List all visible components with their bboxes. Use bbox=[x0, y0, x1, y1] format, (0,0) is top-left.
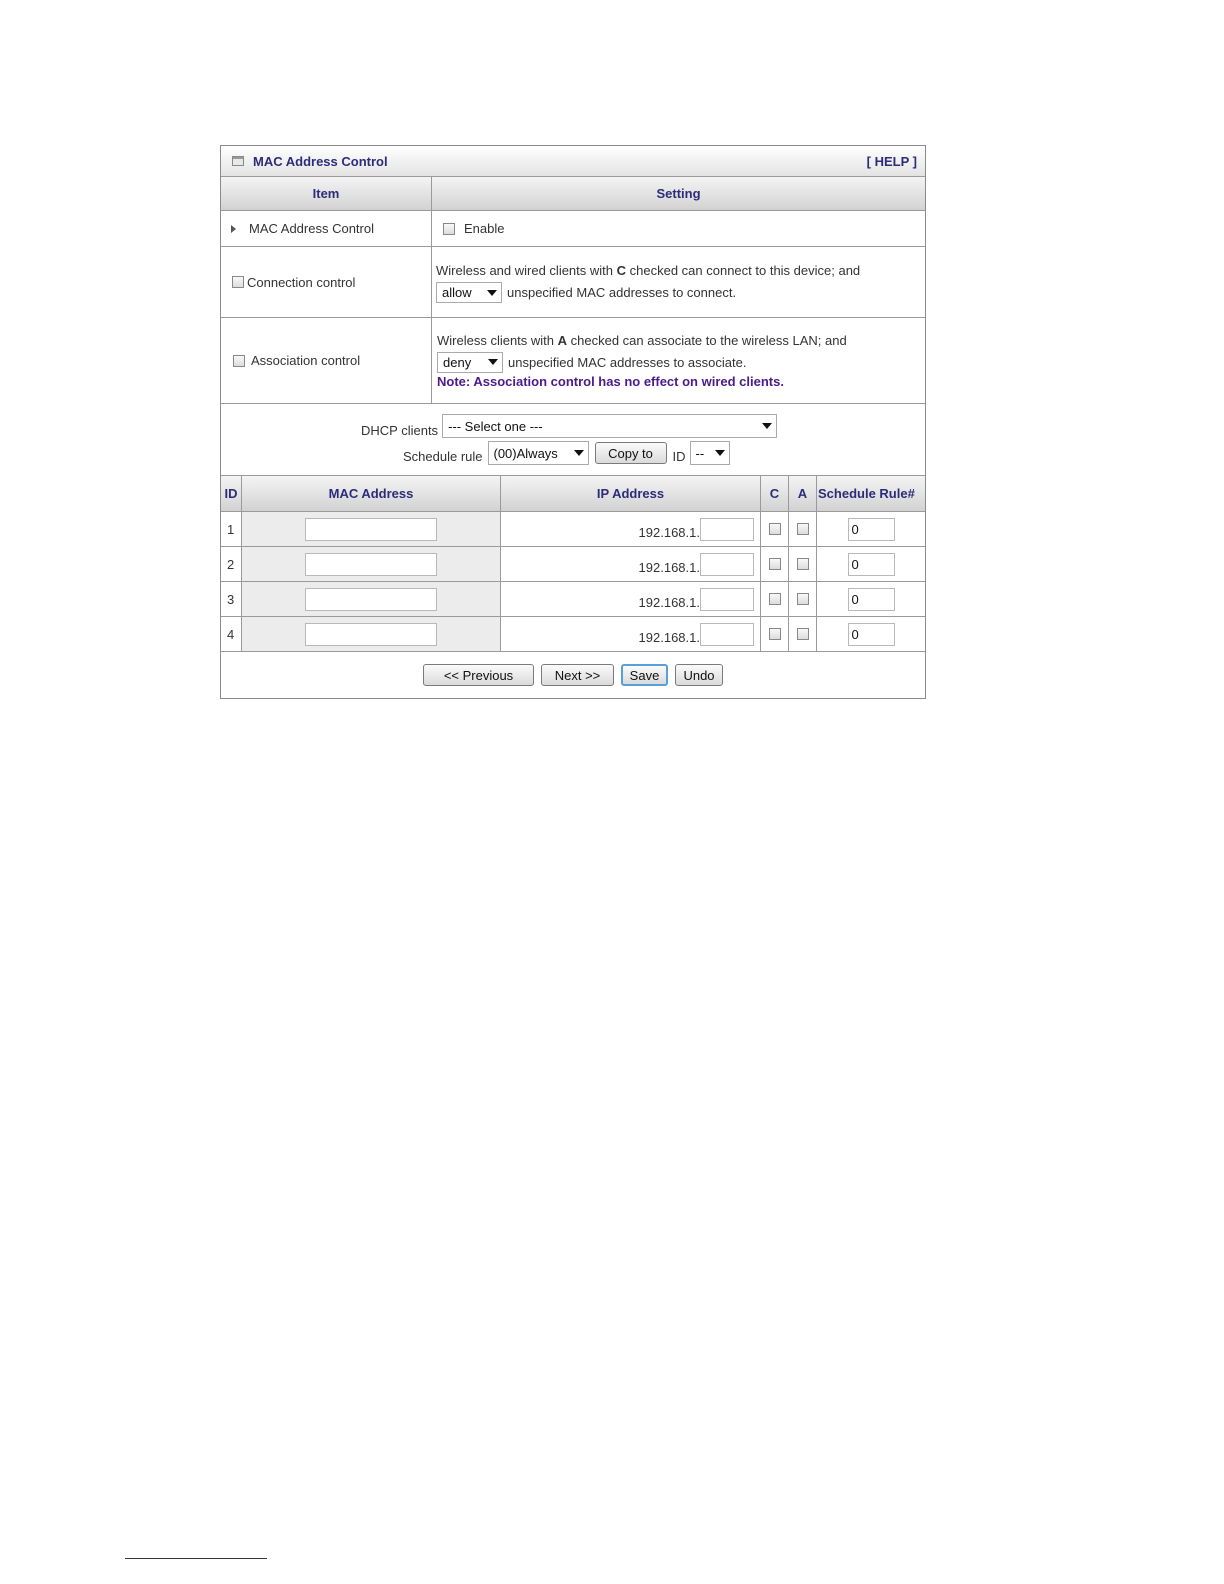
a-checkbox[interactable] bbox=[797, 558, 809, 570]
schedule-cell bbox=[817, 512, 925, 546]
chevron-down-icon bbox=[488, 359, 498, 365]
mac-address-input[interactable] bbox=[305, 553, 437, 576]
mac-control-item bbox=[221, 211, 432, 246]
c-column-header: C bbox=[761, 476, 789, 511]
association-control-setting bbox=[432, 318, 925, 403]
a-checkbox[interactable] bbox=[797, 628, 809, 640]
c-checkbox[interactable] bbox=[769, 628, 781, 640]
mac-column-header: MAC Address bbox=[242, 476, 501, 511]
id-label: ID bbox=[672, 448, 686, 464]
schedule-line bbox=[403, 441, 730, 465]
schedule-rule-input[interactable] bbox=[848, 553, 895, 576]
mac-address-control-panel bbox=[220, 145, 926, 699]
schedule-rule-input[interactable] bbox=[848, 588, 895, 611]
dhcp-clients-label: DHCP clients bbox=[361, 422, 439, 438]
a-checkbox[interactable] bbox=[797, 523, 809, 535]
chevron-down-icon bbox=[487, 290, 497, 296]
association-note: Note: Association control has no effect on wired clients. bbox=[437, 373, 784, 389]
connection-policy-line bbox=[436, 282, 919, 303]
settings-header-row bbox=[221, 177, 925, 211]
connection-control-setting bbox=[432, 247, 925, 317]
association-policy-select[interactable] bbox=[437, 352, 503, 373]
dhcp-clients-value: --- Select one --- bbox=[448, 418, 543, 434]
row-id: 2 bbox=[221, 547, 242, 581]
id-value: -- bbox=[695, 445, 705, 461]
connection-control-item bbox=[221, 247, 432, 317]
ip-prefix: 192.168.1. bbox=[638, 524, 700, 540]
mac-cell bbox=[242, 547, 501, 581]
a-checkbox[interactable] bbox=[797, 593, 809, 605]
panel-titlebar bbox=[221, 146, 925, 177]
ip-suffix-input[interactable] bbox=[700, 553, 754, 576]
schedule-column-header: Schedule Rule# bbox=[818, 486, 915, 501]
c-cell bbox=[761, 582, 789, 616]
association-text-pre: Wireless clients with bbox=[437, 332, 558, 348]
association-policy-value: deny bbox=[443, 354, 472, 370]
help-link[interactable]: [ HELP ] bbox=[866, 153, 917, 169]
association-control-row bbox=[221, 318, 925, 404]
c-cell bbox=[761, 547, 789, 581]
ip-suffix-input[interactable] bbox=[700, 588, 754, 611]
ip-suffix-input[interactable] bbox=[700, 518, 754, 541]
a-cell bbox=[789, 547, 817, 581]
ip-suffix-input[interactable] bbox=[700, 623, 754, 646]
schedule-rule-input[interactable] bbox=[848, 518, 895, 541]
mac-control-label: MAC Address Control bbox=[249, 221, 374, 236]
association-policy-text: unspecified MAC addresses to associate. bbox=[508, 354, 747, 370]
copy-to-button[interactable]: Copy to bbox=[595, 442, 667, 464]
schedule-cell bbox=[817, 547, 925, 581]
connection-control-row bbox=[221, 247, 925, 318]
association-control-label: Association control bbox=[251, 353, 361, 368]
connection-control-label: Connection control bbox=[247, 274, 356, 290]
panel-title bbox=[232, 154, 388, 169]
ip-column-header: IP Address bbox=[501, 476, 761, 511]
item-column-header: Item bbox=[221, 177, 432, 210]
mac-cell bbox=[242, 617, 501, 651]
mac-control-row bbox=[221, 211, 925, 247]
c-cell bbox=[761, 617, 789, 651]
c-checkbox[interactable] bbox=[769, 523, 781, 535]
panel-title-text: MAC Address Control bbox=[253, 153, 388, 169]
chevron-down-icon bbox=[574, 450, 584, 456]
connection-policy-text: unspecified MAC addresses to connect. bbox=[507, 285, 737, 300]
association-control-item bbox=[221, 318, 432, 403]
connection-text-pre: Wireless and wired clients with bbox=[436, 263, 617, 278]
id-select[interactable] bbox=[690, 441, 730, 465]
dhcp-clients-line bbox=[361, 414, 777, 438]
action-bar bbox=[221, 652, 925, 698]
ip-prefix: 192.168.1. bbox=[638, 559, 700, 575]
table-row bbox=[221, 582, 925, 617]
ip-cell bbox=[501, 617, 761, 651]
connection-policy-select[interactable] bbox=[436, 282, 502, 303]
c-checkbox[interactable] bbox=[769, 593, 781, 605]
mac-cell bbox=[242, 512, 501, 546]
ip-cell bbox=[501, 512, 761, 546]
dhcp-section bbox=[221, 404, 925, 476]
mac-control-setting bbox=[432, 211, 925, 246]
c-checkbox[interactable] bbox=[769, 558, 781, 570]
enable-checkbox[interactable] bbox=[443, 223, 455, 235]
mac-address-input[interactable] bbox=[305, 518, 437, 541]
schedule-rule-label: Schedule rule bbox=[403, 448, 483, 464]
connection-control-checkbox[interactable] bbox=[232, 276, 244, 288]
row-id: 1 bbox=[221, 512, 242, 546]
previous-button[interactable]: << Previous bbox=[423, 664, 534, 686]
association-flag: A bbox=[557, 332, 568, 348]
a-cell bbox=[789, 512, 817, 546]
footnote-divider bbox=[125, 1558, 267, 1559]
schedule-rule-select[interactable] bbox=[488, 441, 589, 465]
next-button[interactable]: Next >> bbox=[541, 664, 614, 686]
row-id: 4 bbox=[221, 617, 242, 651]
dhcp-clients-select[interactable] bbox=[442, 414, 777, 438]
schedule-rule-value: (00)Always bbox=[493, 445, 558, 461]
schedule-rule-input[interactable] bbox=[848, 623, 895, 646]
row-id: 3 bbox=[221, 582, 242, 616]
a-cell bbox=[789, 617, 817, 651]
ip-prefix: 192.168.1. bbox=[638, 594, 700, 610]
window-icon bbox=[232, 156, 244, 166]
mac-cell bbox=[242, 582, 501, 616]
undo-button[interactable]: Undo bbox=[675, 664, 723, 686]
association-policy-line bbox=[437, 352, 919, 373]
enable-label: Enable bbox=[464, 221, 505, 236]
ip-cell bbox=[501, 547, 761, 581]
connection-description bbox=[436, 263, 919, 278]
setting-column-header: Setting bbox=[656, 186, 701, 201]
chevron-down-icon bbox=[715, 450, 725, 456]
mac-address-input[interactable] bbox=[305, 623, 437, 646]
ip-cell bbox=[501, 582, 761, 616]
connection-flag: C bbox=[616, 263, 627, 278]
mac-address-input[interactable] bbox=[305, 588, 437, 611]
table-row bbox=[221, 617, 925, 652]
connection-policy-value: allow bbox=[442, 285, 472, 300]
connection-text-post: checked can connect to this device; and bbox=[626, 263, 861, 278]
a-cell bbox=[789, 582, 817, 616]
table-row bbox=[221, 547, 925, 582]
a-column-header: A bbox=[789, 476, 817, 511]
schedule-cell bbox=[817, 617, 925, 651]
c-cell bbox=[761, 512, 789, 546]
association-control-checkbox[interactable] bbox=[233, 355, 245, 367]
ip-prefix: 192.168.1. bbox=[638, 629, 700, 645]
table-row bbox=[221, 512, 925, 547]
association-description bbox=[437, 333, 919, 348]
chevron-down-icon bbox=[762, 423, 772, 429]
association-text-post: checked can associate to the wireless LAN; and bbox=[567, 332, 847, 348]
save-button[interactable]: Save bbox=[621, 664, 668, 686]
arrow-right-icon bbox=[231, 225, 236, 233]
schedule-cell bbox=[817, 582, 925, 616]
id-column-header: ID bbox=[221, 476, 242, 511]
mac-table-header bbox=[221, 476, 925, 512]
